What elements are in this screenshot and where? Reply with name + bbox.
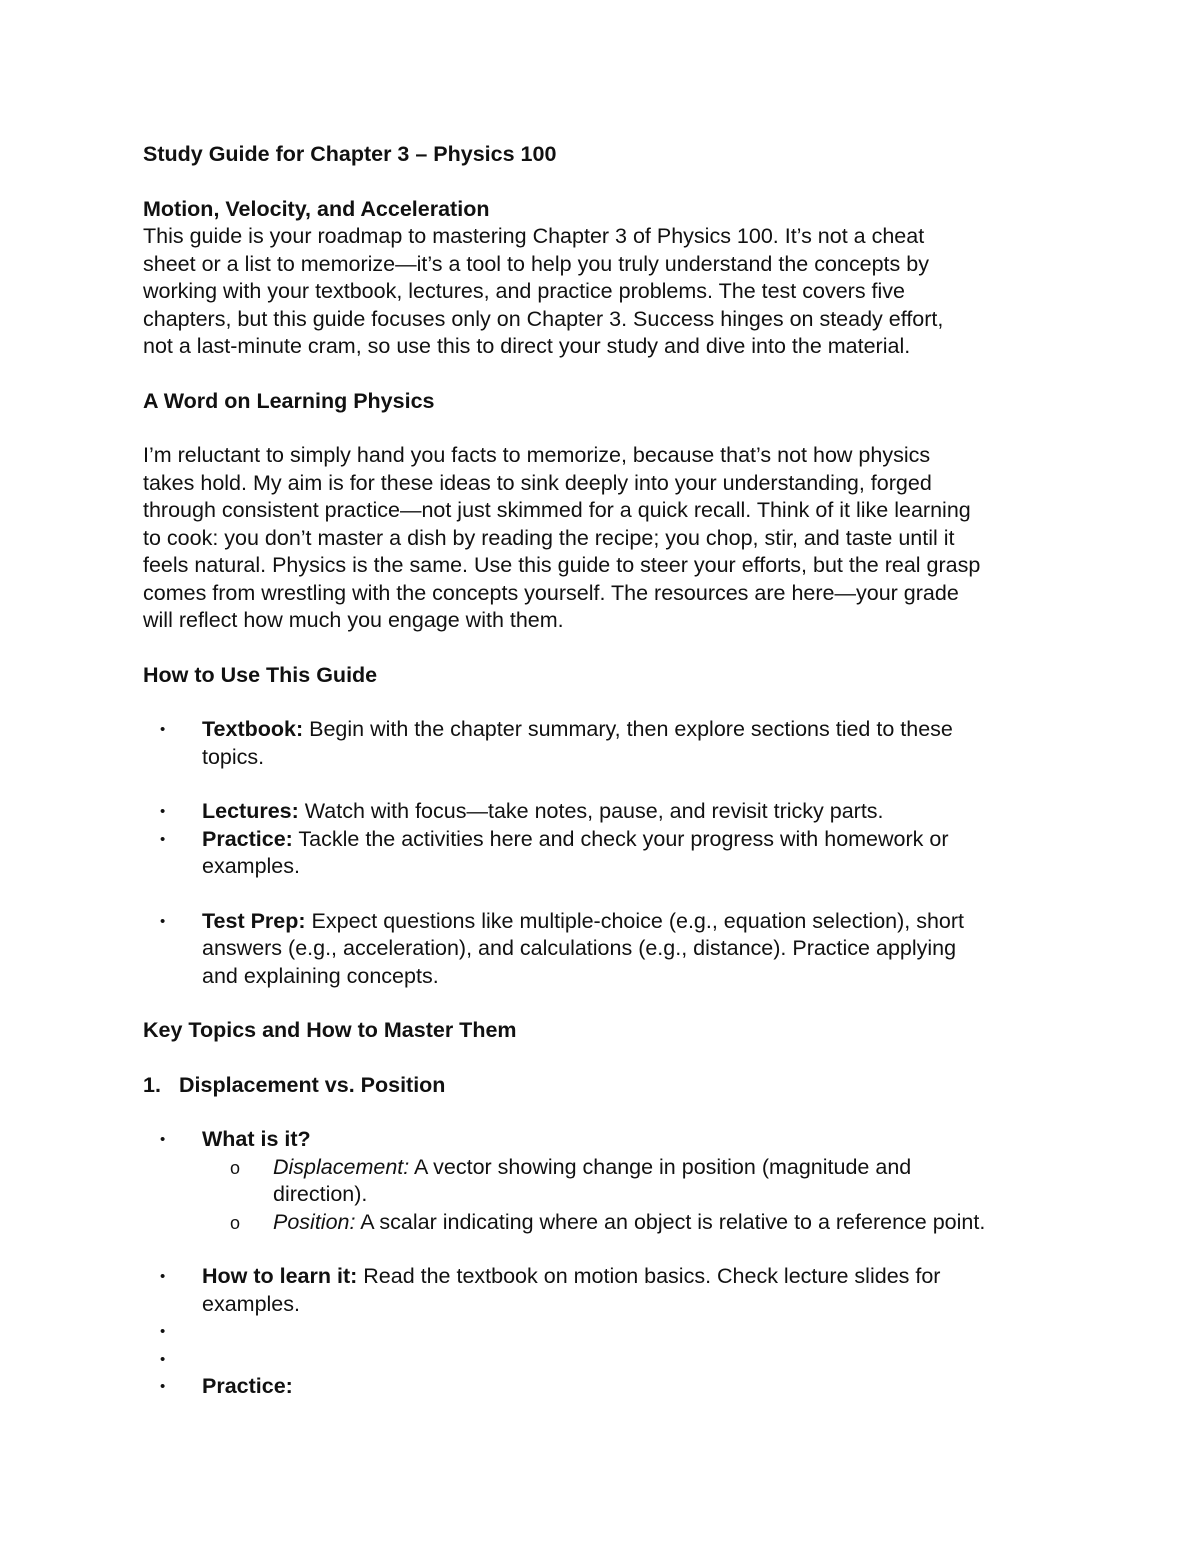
word-heading: A Word on Learning Physics [143,388,435,413]
bullet-icon: • [160,1378,166,1395]
howto-heading: How to Use This Guide [143,662,378,687]
list-item-empty [143,1318,1073,1346]
list-item-practice-topic [143,1373,1073,1401]
testprep-text: and explaining concepts. [202,963,439,988]
list-item-lectures [143,798,1073,826]
list-item-learn [143,1263,1073,1318]
displacement-label: Displacement: [273,1154,410,1179]
intro-line: working with your textbook, lectures, and practice problems. The test covers five [143,279,906,303]
topic-title: Displacement vs. Position [179,1072,446,1097]
testprep-text: answers (e.g., acceleration), and calculations (e.g., distance). Practice applying [202,936,957,960]
word-line: feels natural. Physics is the same. Use this guide to steer your efforts, but the real grasp [143,553,981,577]
word-line: comes from wrestling with the concepts yourself. The resources are here—your grade [143,580,959,605]
sub-bullet-icon: o [230,1157,241,1178]
textbook-label: Textbook: [202,717,304,741]
sub-bullet-icon: o [230,1212,241,1233]
testprep-text: Expect questions like multiple-choice (e.g., equation selection), short [305,908,965,933]
list-item-textbook [143,716,1073,771]
bullet-icon: • [160,1131,166,1148]
bullet-icon: • [160,1350,166,1368]
list-item-testprep [143,908,1073,991]
learn-text: examples. [202,1291,300,1316]
displacement-text: A vector showing change in position (magnitude and [409,1154,912,1179]
learn-text: Read the textbook on motion basics. Check lecture slides for [357,1264,941,1288]
word-line: to cook: you don’t master a dish by reading the recipe; you chop, stir, and taste until it [143,525,955,550]
word-line: I’m reluctant to simply hand you facts to memorize, because that’s not how physics [143,443,931,467]
list-item-empty [143,1346,1073,1374]
intro-heading: Motion, Velocity, and Acceleration [143,196,490,221]
bullet-icon: • [160,1323,166,1340]
lectures-label: Lectures: [202,799,299,823]
practice-text: examples. [202,854,300,878]
bullet-icon: • [160,1268,166,1285]
intro-line: This guide is your roadmap to mastering Chapter 3 of Physics 100. It’s not a cheat [143,224,925,248]
position-text: A scalar indicating where an object is relative to a reference point. [355,1209,986,1234]
practice-label: Practice: [202,826,293,851]
sub-item-position [143,1209,1073,1237]
intro-line: sheet or a list to memorize—it’s a tool to help you truly understand the concepts by [143,251,929,276]
topic-1-heading [143,1072,1073,1100]
intro-line: chapters, but this guide focuses only on Chapter 3. Success hinges on steady effort, [143,306,944,331]
topics-heading: Key Topics and How to Master Them [143,1018,517,1042]
topic-number: 1. [143,1072,161,1097]
list-item-what [143,1126,1073,1154]
word-line: through consistent practice—not just skimmed for a quick recall. Think of it like learning [143,498,971,522]
document-title: Study Guide for Chapter 3 – Physics 100 [143,142,557,166]
testprep-label: Test Prep: [202,908,306,933]
position-label: Position: [273,1209,356,1234]
word-line: takes hold. My aim is for these ideas to sink deeply into your understanding, forged [143,470,932,495]
practice-text: Tackle the activities here and check your progress with homework or [292,826,949,851]
lectures-text: Watch with focus—take notes, pause, and revisit tricky parts. [298,799,884,823]
bullet-icon: • [160,803,166,820]
textbook-text: Begin with the chapter summary, then explore sections tied to these [303,717,953,741]
bullet-icon: • [160,830,166,848]
what-label: What is it? [202,1127,311,1151]
sub-item-displacement [143,1154,1073,1209]
document-page [143,141,1073,1401]
bullet-icon: • [160,912,166,930]
intro-line: not a last-minute cram, so use this to direct your study and dive into the material. [143,334,911,358]
learn-label: How to learn it: [202,1264,358,1288]
list-item-practice [143,826,1073,881]
displacement-text: direction). [273,1182,368,1206]
topic-practice-label: Practice: [202,1374,293,1398]
word-line: will reflect how much you engage with them. [143,608,564,632]
textbook-text: topics. [202,744,265,769]
bullet-icon: • [160,721,166,738]
